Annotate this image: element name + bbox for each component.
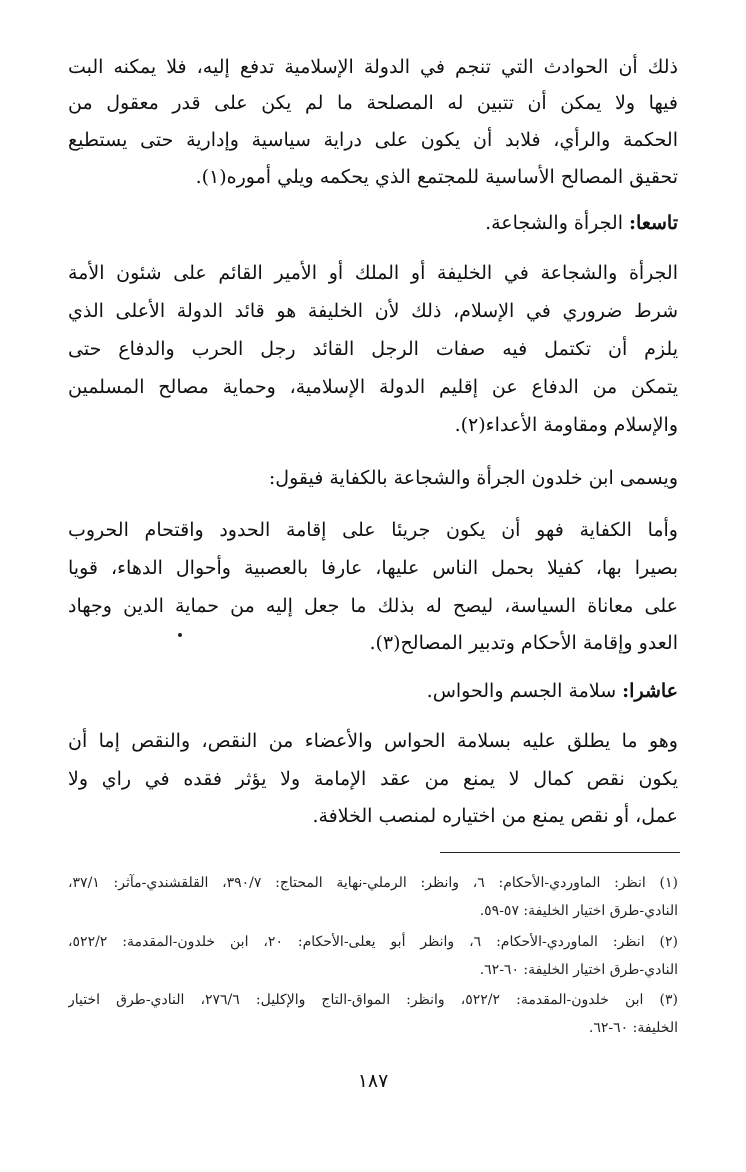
paragraph-4-line-1: وأما الكفاية فهو أن يكون جريئا على إقامة الحدود واقتحام الحروب <box>68 519 678 541</box>
paragraph-1-line-1: ذلك أن الحوادث التي تنجم في الدولة الإسلامية تدفع إليه، فلا يمكنه البت <box>68 56 678 78</box>
footnote-3-line-1: (٣) ابن خلدون-المقدمة: ٥٢٢/٢، وانظر: المواق-التاج والإكليل: ٢٧٦/٦، النادي-طرق اختيار <box>68 992 678 1008</box>
paragraph-4-line-3: على معاناة السياسة، ليصح له بذلك ما جعل إليه من حماية الدين وجهاد <box>68 595 678 617</box>
paragraph-1-line-3: الحكمة والرأي، فلابد أن يكون على دراية سياسية وإدارية حتى يستطيع <box>68 129 678 151</box>
paragraph-4-line-2: بصيرا بها، كفيلا بحمل الناس عليها، عارفا بالعصبية وأحوال الدهاء، قويا <box>68 557 678 579</box>
paragraph-1-line-4: تحقيق المصالح الأساسية للمجتمع الذي يحكمه ويلي أموره(١). <box>195 166 678 188</box>
paragraph-4-line-4: العدو وإقامة الأحكام وتدبير المصالح(٣). <box>369 632 678 654</box>
heading-label: تاسعا: <box>629 212 678 234</box>
footnote-3-line-2: الخليفة: ٦٠-٦٢. <box>588 1020 678 1036</box>
paragraph-2-line-2: شرط ضروري في الإسلام، ذلك لأن الخليفة هو قائد الدولة الأعلى الذي <box>68 300 678 322</box>
heading-label: عاشرا: <box>622 680 678 702</box>
page-number: ١٨٧ <box>357 1070 389 1092</box>
paragraph-5-line-1: وهو ما يطلق عليه بسلامة الحواس والأعضاء من النقص، والنقص إما أن <box>68 730 678 752</box>
footnote-2-line-2: النادي-طرق اختيار الخليفة: ٦٠-٦٢. <box>479 962 678 978</box>
footnote-separator <box>440 852 680 853</box>
section-heading-tenth <box>68 676 678 708</box>
heading-text: الجرأة والشجاعة. <box>485 212 623 234</box>
heading-text: سلامة الجسم والحواس. <box>426 680 617 702</box>
paragraph-2-line-1: الجرأة والشجاعة في الخليفة أو الملك أو الأمير القائم على شئون الأمة <box>68 262 678 284</box>
paragraph-2-line-5: والإسلام ومقاومة الأعداء(٢). <box>454 414 678 436</box>
paragraph-1-line-2: فيها ولا يمكن أن تتبين له المصلحة ما لم يكن على قدر معقول من <box>68 92 678 114</box>
footnote-1-line-1: (١) انظر: الماوردي-الأحكام: ٦، وانظر: الرملي-نهاية المحتاج: ٣٩٠/٧، القلقشندي-مآثر: ٣٧/١، <box>68 875 678 891</box>
paragraph-2-line-4: يتمكن من الدفاع عن إقليم الدولة الإسلامية، وحماية مصالح المسلمين <box>68 376 678 398</box>
paragraph-2-line-3: يلزم أن تكتمل فيه صفات الرجل القائد رجل الحرب والدفاع حتى <box>68 338 678 360</box>
paragraph-3-line-1: ويسمى ابن خلدون الجرأة والشجاعة بالكفاية فيقول: <box>268 467 678 489</box>
paragraph-5-line-2: يكون نقص كمال لا يمنع من عقد الإمامة ولا يؤثر فقده في راي ولا <box>68 768 678 790</box>
footnote-2-line-1: (٢) انظر: الماوردي-الأحكام: ٦، وانظر أبو يعلى-الأحكام: ٢٠، ابن خلدون-المقدمة: ٥٢٢/٢، <box>68 934 678 950</box>
paragraph-5-line-3: عمل، أو نقص يمنع من اختياره لمنصب الخلافة. <box>312 805 678 827</box>
footnote-1-line-2: النادي-طرق اختيار الخليفة: ٥٧-٥٩. <box>479 903 678 919</box>
section-heading-ninth <box>68 208 678 240</box>
stray-dot <box>178 633 182 637</box>
